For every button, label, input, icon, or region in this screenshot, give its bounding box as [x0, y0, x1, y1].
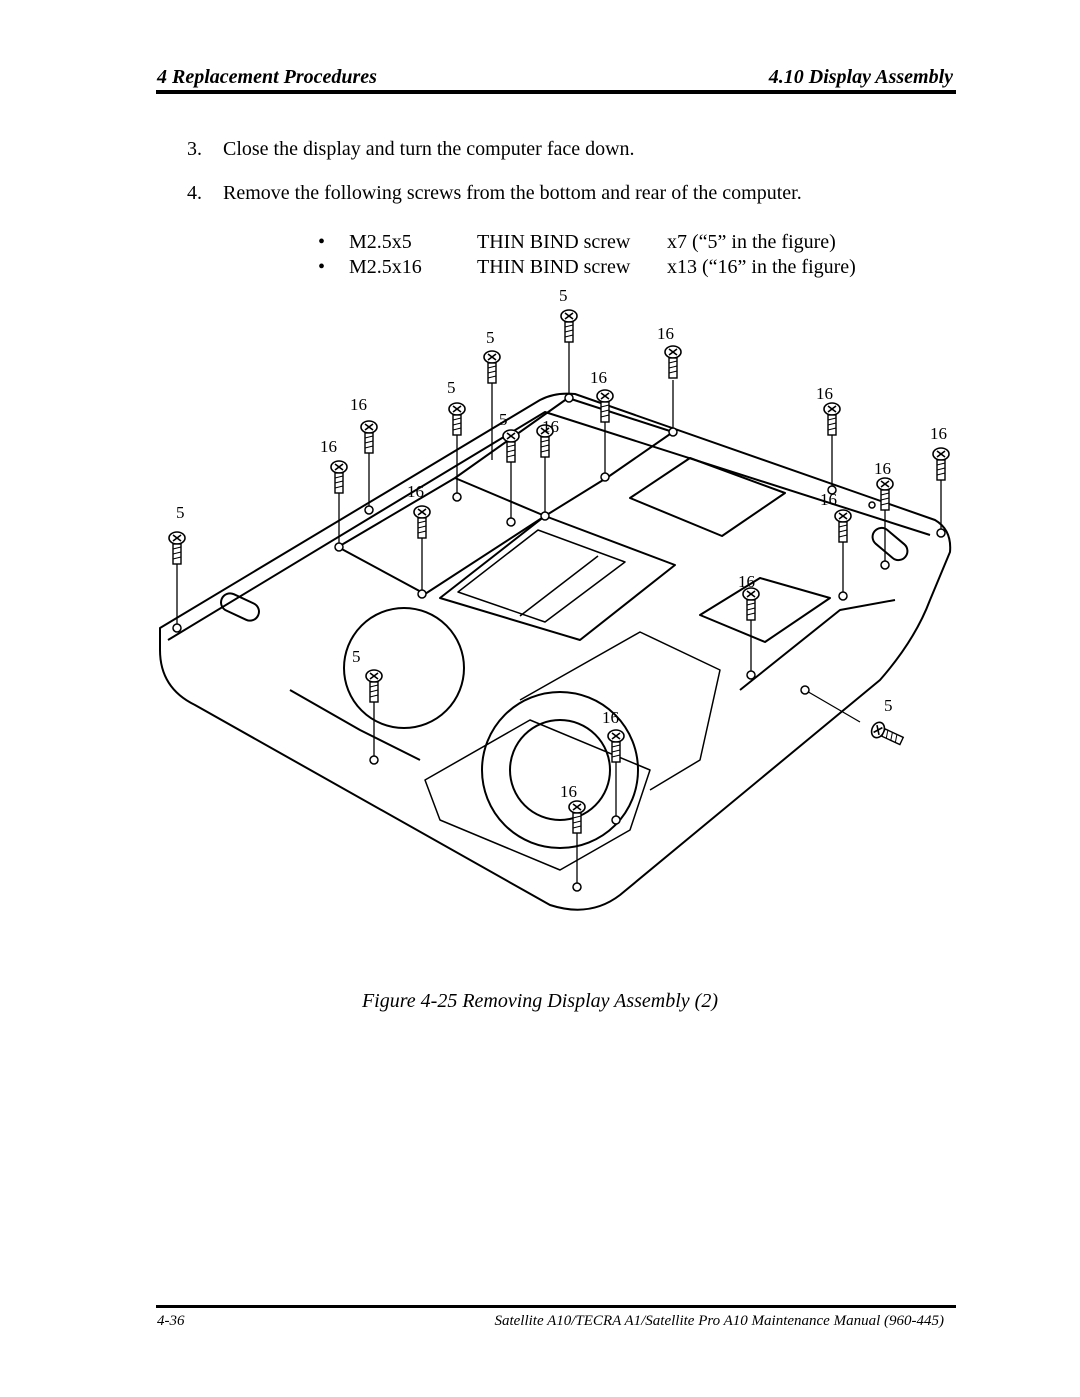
- screw-count: x7 (“5” in the figure): [667, 231, 836, 253]
- figure-label: 16: [930, 424, 947, 443]
- figure-label: 16: [738, 572, 755, 591]
- figure-caption: Figure 4-25 Removing Display Assembly (2): [361, 990, 719, 1012]
- screw-size: M2.5x5: [349, 231, 412, 253]
- figure-label: 16: [320, 437, 337, 456]
- page-number: 4-36: [157, 1313, 185, 1329]
- screw-type: THIN BIND screw: [477, 256, 631, 278]
- figure-label: 16: [820, 490, 837, 509]
- footer-rule: [156, 1305, 956, 1308]
- header-section-title: 4 Replacement Procedures: [157, 66, 377, 88]
- figure-label: 16: [602, 708, 619, 727]
- screw-type: THIN BIND screw: [477, 231, 631, 253]
- figure-label: 5: [486, 328, 495, 347]
- screw-size: M2.5x16: [349, 256, 422, 278]
- figure-label: 16: [590, 368, 607, 387]
- bullet: •: [318, 256, 326, 278]
- step-4: [187, 182, 802, 205]
- header-subsection-title: 4.10 Display Assembly: [768, 66, 953, 88]
- figure-label: 16: [560, 782, 577, 801]
- figure-label: 5: [447, 378, 456, 397]
- step-number: 4.: [187, 182, 202, 204]
- figure-label: 16: [874, 459, 891, 478]
- figure-label: 5: [176, 503, 185, 522]
- step-3: [187, 138, 635, 161]
- laptop-bottom-illustration: [150, 280, 970, 920]
- figure-label: 5: [499, 410, 508, 429]
- step-text: Remove the following screws from the bottom and rear of the computer.: [223, 182, 802, 204]
- step-text: Close the display and turn the computer face down.: [223, 138, 635, 160]
- figure-label: 16: [657, 324, 674, 343]
- figure-label: 16: [407, 482, 424, 501]
- figure-label: 16: [350, 395, 367, 414]
- screw-count: x13 (“16” in the figure): [667, 256, 856, 278]
- manual-title: Satellite A10/TECRA A1/Satellite Pro A10 Maintenance Manual (960-445): [494, 1313, 944, 1329]
- figure-label: 5: [884, 696, 893, 715]
- figure-label: 16: [816, 384, 833, 403]
- step-number: 3.: [187, 138, 202, 160]
- figure-label: 16: [542, 417, 559, 436]
- figure-label: 5: [352, 647, 361, 666]
- figure-label: 5: [559, 286, 568, 305]
- header-rule: [156, 90, 956, 94]
- bullet: •: [318, 231, 326, 253]
